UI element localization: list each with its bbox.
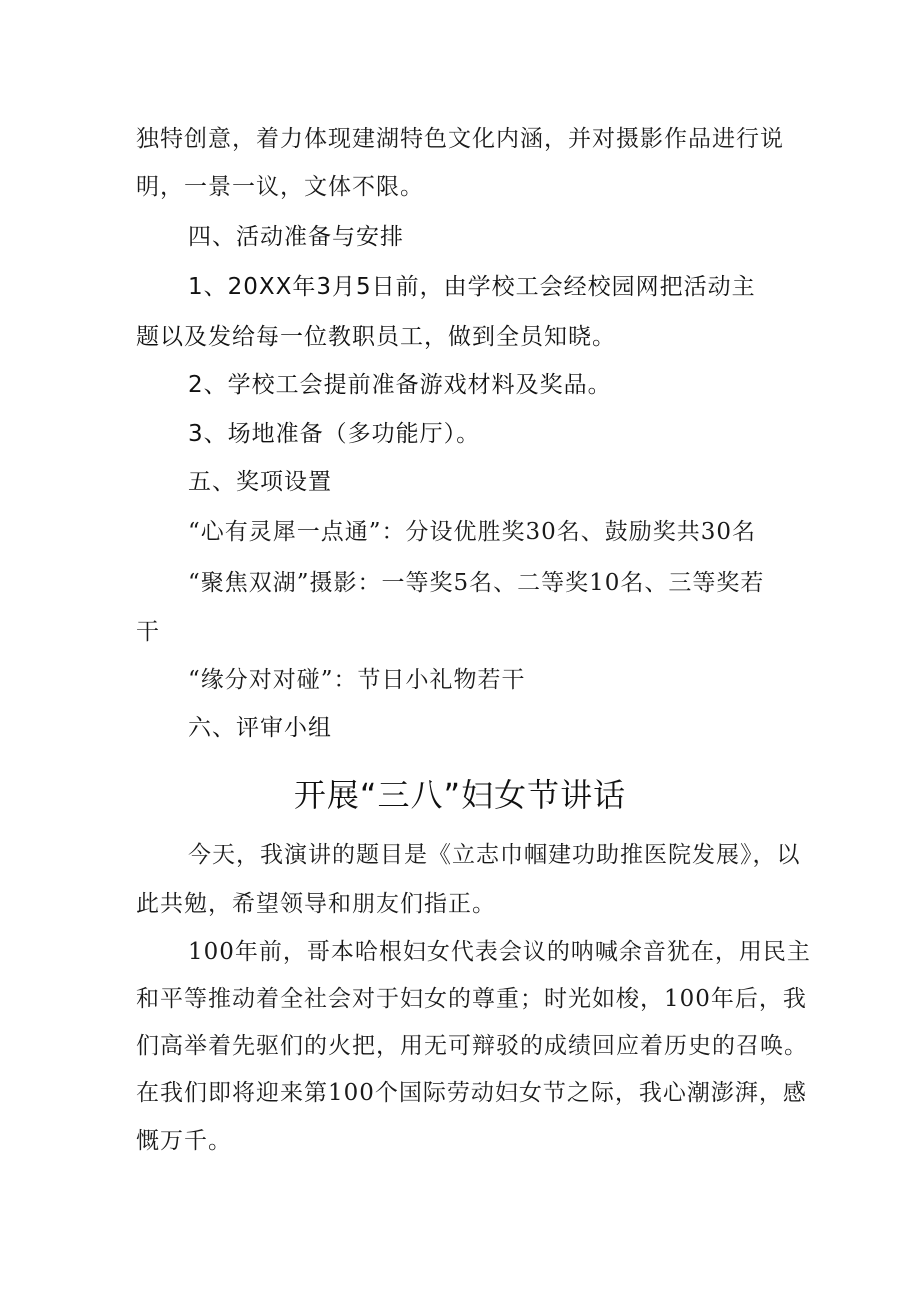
paragraph-line: 此共勉，希望领导和朋友们指正。: [136, 891, 496, 917]
award-item-continuation: 干: [136, 619, 160, 645]
award-item: “缘分对对碰”：节日小礼物若干: [188, 667, 526, 693]
list-item: 3、场地准备（多功能厅）。: [188, 421, 481, 447]
speech-title: 开展“三八”妇女节讲话: [293, 776, 627, 814]
paragraph-line: 独特创意，着力体现建湖特色文化内涵，并对摄影作品进行说: [136, 126, 784, 152]
paragraph-line: 在我们即将迎来第100个国际劳动妇女节之际，我心潮澎湃，感: [136, 1080, 807, 1106]
paragraph-line: 100年前，哥本哈根妇女代表会议的呐喊余音犹在，用民主: [188, 939, 811, 965]
paragraph-line: 明，一景一议，文体不限。: [136, 174, 424, 200]
paragraph-line: 1、20XX年3月5日前，由学校工会经校园网把活动主: [188, 274, 756, 300]
paragraph-line: 和平等推动着全社会对于妇女的尊重；时光如梭，100年后，我: [136, 986, 807, 1012]
section-heading-four: 四、活动准备与安排: [188, 224, 404, 250]
award-item: “心有灵犀一点通”：分设优胜奖30名、鼓励奖共30名: [188, 519, 757, 545]
award-item: “聚焦双湖”摄影：一等奖5名、二等奖10名、三等奖若: [188, 570, 765, 596]
list-item: 2、学校工会提前准备游戏材料及奖品。: [188, 372, 612, 398]
paragraph-line: 们高举着先驱们的火把，用无可辩驳的成绩回应着历史的召唤。: [136, 1033, 808, 1059]
section-heading-five: 五、奖项设置: [188, 469, 332, 495]
paragraph-line: 今天，我演讲的题目是《立志巾帼建功助推医院发展》，以: [188, 842, 801, 868]
paragraph-line: 慨万千。: [136, 1128, 232, 1154]
section-heading-six: 六、评审小组: [188, 715, 332, 741]
paragraph-line: 题以及发给每一位教职员工，做到全员知晓。: [136, 324, 616, 350]
